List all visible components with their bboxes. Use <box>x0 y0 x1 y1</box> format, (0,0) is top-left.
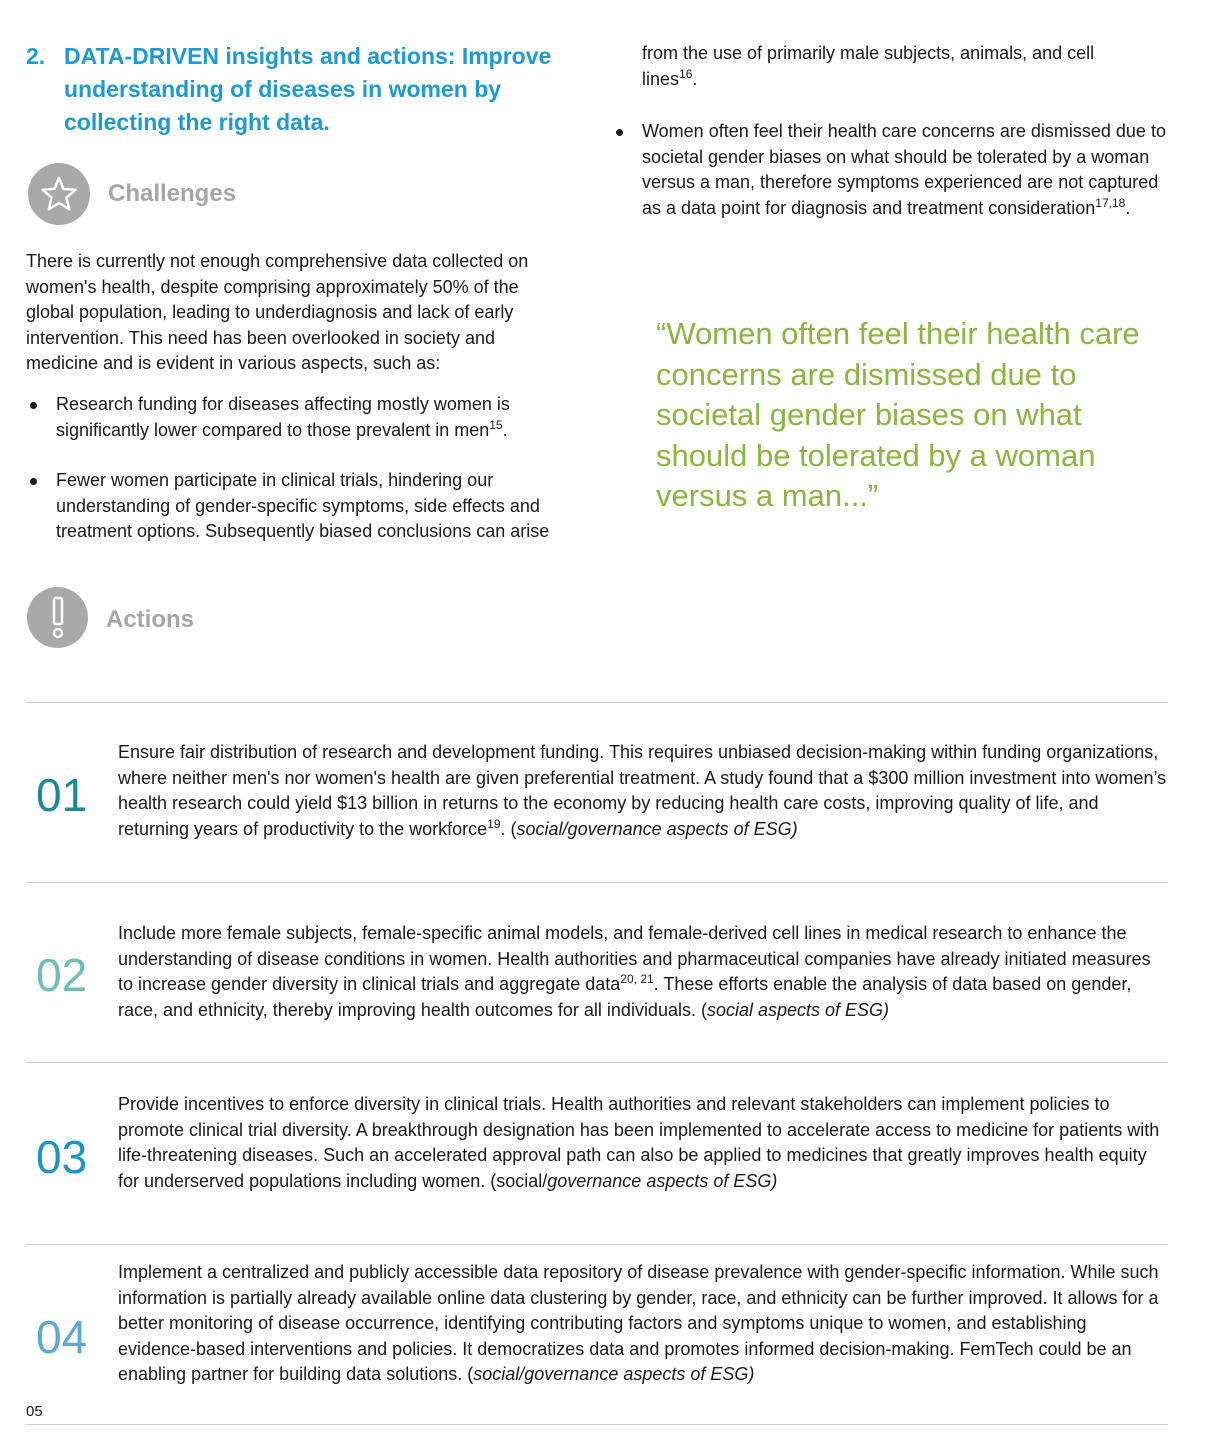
action-text-04: Implement a centralized and publicly accessible data repository of disease prevalence with gender-specific information. While such information is partially already available online data clustering by gender, race, and ethnicity can be further improved. It allows for a better monitoring of disease occurrence, identifying contributing factors and symptoms unique to women, and establishing evidence-based interventions and policies. It democratizes data and promotes informed decision-making. FemTech could be an enabling partner for building data solutions. (social/governance aspects of ESG) <box>118 1262 1159 1384</box>
divider <box>26 1062 1168 1063</box>
challenges-bullet-list <box>26 392 578 545</box>
divider <box>26 882 1168 883</box>
challenges-intro: There is currently not enough comprehensive data collected on women's health, despite comprising approximately 50% of the global population, leading to underdiagnosis and lack of early intervention. This need has been overlooked in society and medicine and is evident in various aspects, such as: <box>26 251 529 373</box>
action-number-04: 04 <box>36 1311 88 1363</box>
pull-quote: “Women often feel their health care concerns are dismissed due to societal gender biases on what should be tolerated by a woman versus a man...” <box>656 316 1140 513</box>
list-item: Women often feel their health care concerns are dismissed due to societal gender biases on what should be tolerated by a woman versus a man, therefore symptoms experienced are not captured as a data point for diagnosis and treatment consideration$^{17,18}$. <box>612 119 1174 221</box>
challenges-bullet-list-right <box>612 119 1174 221</box>
challenges-title: Challenges <box>108 180 237 207</box>
section-title: DATA-DRIVEN insights and actions: Improve understanding of diseases in women by collecting the right data. <box>64 43 552 135</box>
divider <box>26 1424 1168 1425</box>
divider <box>26 1244 1168 1245</box>
list-item: Fewer women participate in clinical trials, hindering our understanding of gender-specific symptoms, side effects and treatment options. Subsequently biased conclusions can arise <box>26 468 578 545</box>
actions-title: Actions <box>106 606 195 633</box>
page-number: 05 <box>26 1403 43 1420</box>
action-number-03: 03 <box>36 1131 88 1183</box>
action-number-02: 02 <box>36 949 88 1001</box>
action-text-03: Provide incentives to enforce diversity in clinical trials. Health authorities and relevant stakeholders can implement policies to promote clinical trial diversity. A breakthrough designation has been implemented to accelerate access to medicine for patients with life-threatening diseases. Such an accelerated approval path can also be applied to medicines that greatly improves health equity for underserved populations including women. (social/governance aspects of ESG) <box>118 1094 1160 1191</box>
action-number-01: 01 <box>36 769 88 821</box>
exclamation-icon <box>27 587 88 648</box>
bullet-continuation: from the use of primarily male subjects, animals, and cell lines$^{16}$. <box>642 43 1095 89</box>
star-icon <box>28 163 90 225</box>
section-heading <box>26 40 586 139</box>
divider <box>26 702 1168 703</box>
section-number: 2. <box>26 43 46 69</box>
action-text-02: Include more female subjects, female-specific animal models, and female-derived cell lines in medical research to enhance the understanding of disease conditions in women. Health authorities and pharmaceutical companies have already initiated measures to increase gender diversity in clinical trials and aggregate data$^{20, 21}$. These efforts enable the analysis of data based on gender, race, and ethnicity, thereby improving health outcomes for all individuals. (social aspects of ESG) <box>118 923 1151 1020</box>
action-text-01: Ensure fair distribution of research and development funding. This requires unbiased decision-making within funding organizations, where neither men's nor women's health are given preferential treatment. A study found that a $300 million investment into women’s health research could yield $13 billion in returns to the economy by reducing health care costs, improving quality of life, and returning years of productivity to the workforce$^{19}$. (social/governance aspects of ESG) <box>118 742 1167 839</box>
list-item: Research funding for diseases affecting mostly women is significantly lower compared to those prevalent in men$^{15}$. <box>26 392 578 443</box>
